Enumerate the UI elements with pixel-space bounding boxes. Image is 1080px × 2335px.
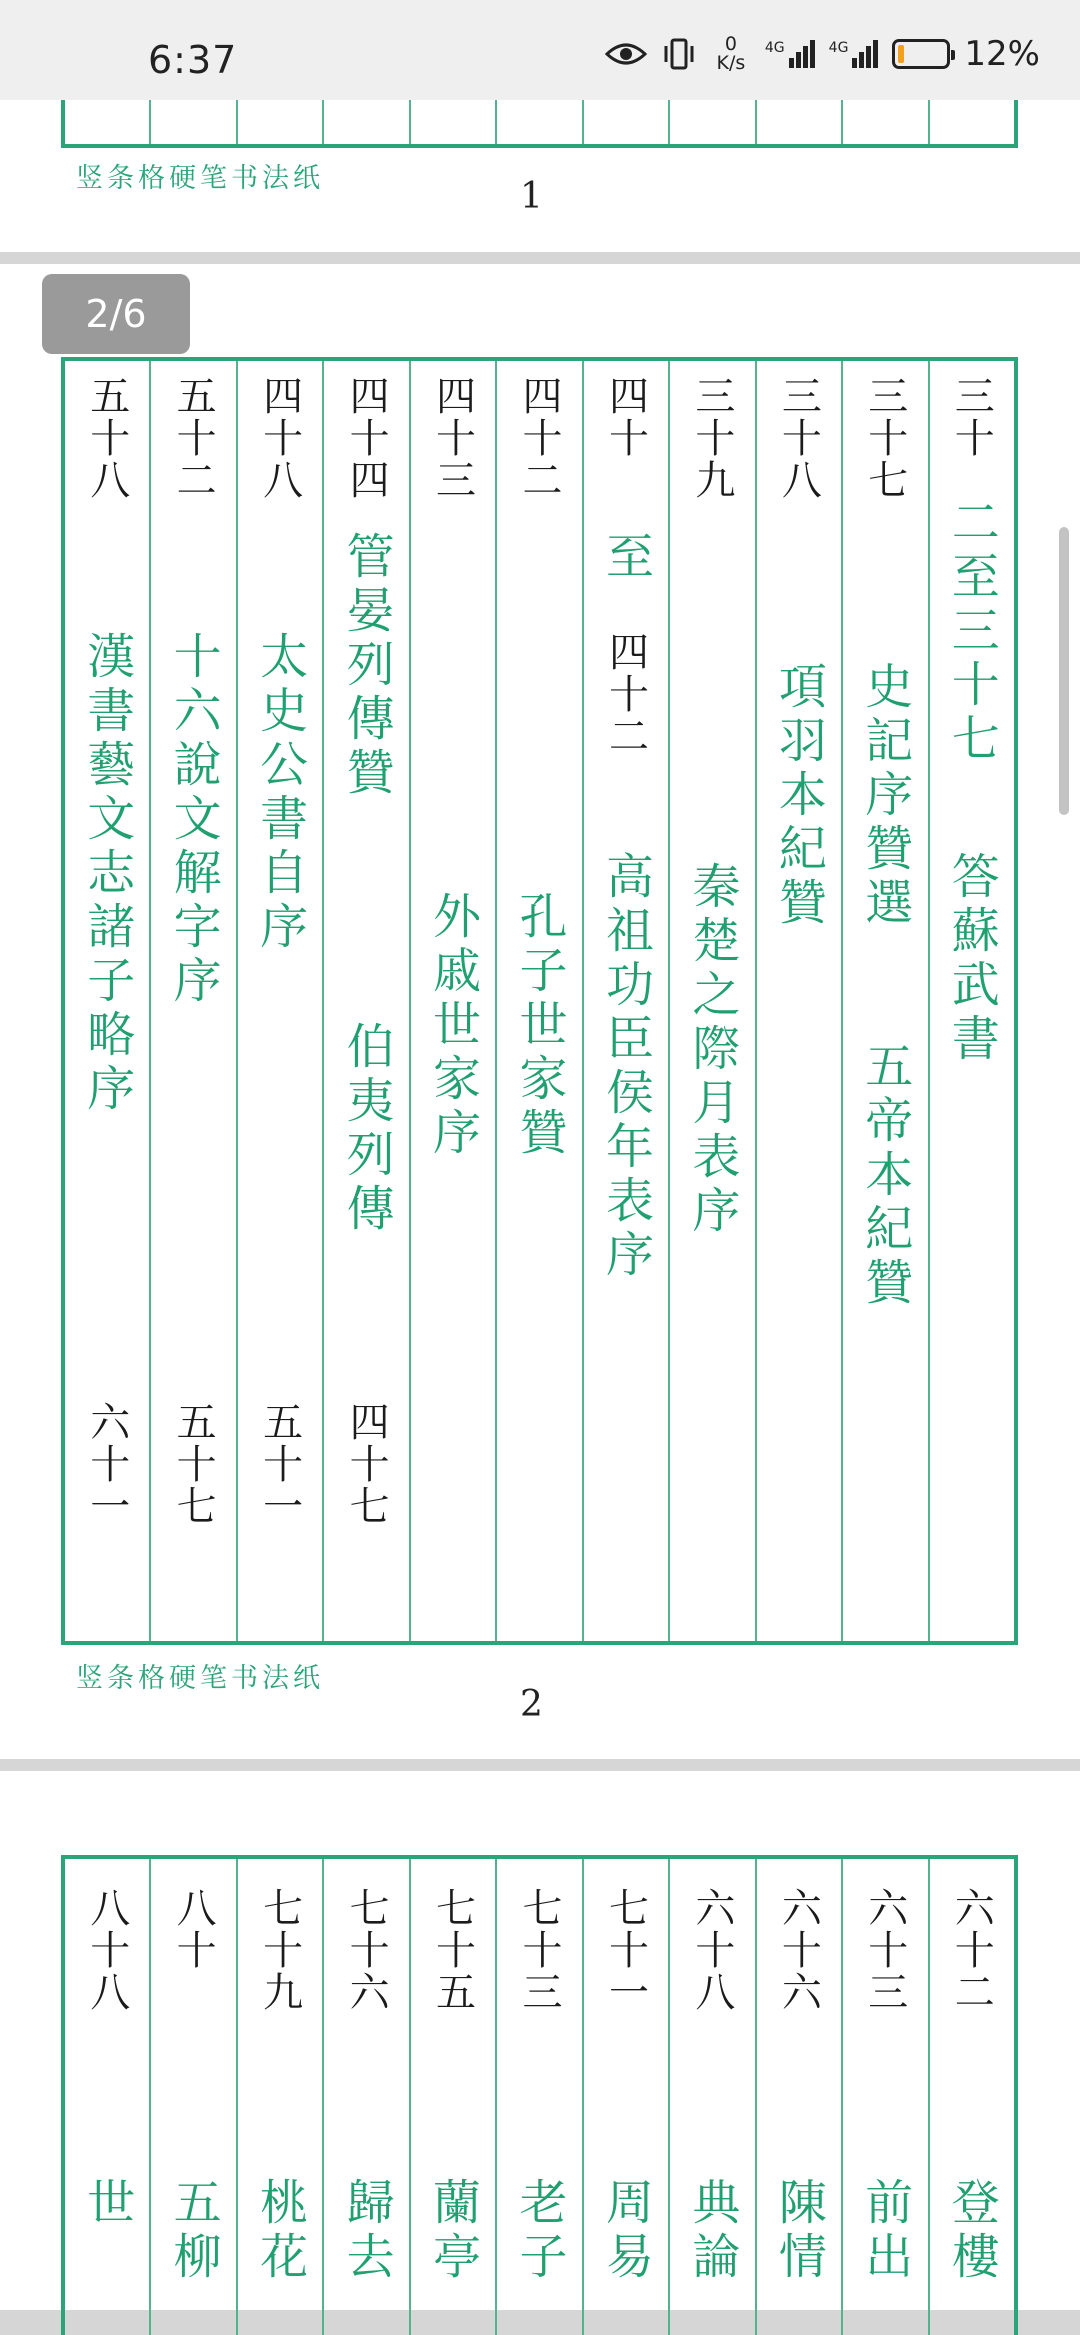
page-range-start: 七十五	[429, 1887, 476, 2013]
essay-title: 史記序贊選	[856, 661, 913, 931]
grid-column	[582, 1859, 668, 2335]
grid-column	[65, 1859, 149, 2335]
battery-fill	[898, 45, 904, 63]
page-number: 1	[520, 176, 543, 217]
grid-column	[841, 1859, 927, 2335]
essay-title: 登樓	[943, 2177, 1000, 2285]
grid-column	[668, 1859, 754, 2335]
speed-value: 0	[724, 33, 737, 55]
grid-column	[149, 361, 235, 1641]
essay-title: 高祖功臣侯年表序	[597, 851, 654, 1283]
essay-title: 世	[78, 2177, 135, 2231]
page-range-start: 四十三	[429, 375, 476, 501]
page-range-start: 六十六	[775, 1887, 822, 2013]
page-range-start: 四十二	[515, 375, 562, 501]
page-range-start: 七十九	[256, 1887, 303, 2013]
page-range-start: 四十	[602, 375, 649, 459]
page-range-start: 三十	[948, 375, 995, 459]
page-range-start: 七十一	[602, 1887, 649, 2013]
grid-column	[668, 361, 754, 1641]
page-range-start: 七十六	[343, 1887, 390, 2013]
page-range-start: 三十七	[861, 375, 908, 501]
essay-title: 漢書藝文志諸子略序	[78, 631, 135, 1117]
essay-title: 桃花	[251, 2177, 308, 2285]
signal-icon	[765, 40, 815, 68]
eye-icon	[605, 40, 647, 68]
essay-title: 孔子世家贊	[510, 891, 567, 1161]
essay-title: 蘭亭	[424, 2177, 481, 2285]
grid-column	[236, 361, 322, 1641]
battery-percent: 12%	[964, 34, 1040, 74]
page-2-grid	[61, 357, 1018, 1645]
essay-title: 太史公書自序	[251, 631, 308, 955]
page-indicator: 2/6	[42, 274, 190, 354]
essay-title: 秦楚之際月表序	[683, 861, 740, 1239]
page-range-start: 八十	[170, 1887, 217, 1971]
vibrate-icon	[661, 37, 697, 71]
range-connector: 二至三十七	[943, 497, 1000, 767]
page-range-end: 六十一	[83, 1401, 130, 1527]
page-range-start: 七十三	[515, 1887, 562, 2013]
net-type-label: 4G	[828, 40, 849, 56]
grid-column	[236, 1859, 322, 2335]
net-type-label: 4G	[764, 40, 785, 56]
page-3-grid	[61, 1855, 1018, 2335]
paper-label: 竖条格硬笔书法纸	[76, 163, 324, 194]
grid-column	[409, 1859, 495, 2335]
battery-icon	[892, 39, 950, 69]
essay-title: 管晏列傳贊	[338, 531, 395, 801]
network-speed	[711, 35, 751, 73]
grid-column	[409, 361, 495, 1641]
page-range-start: 四十八	[256, 375, 303, 501]
essay-title: 歸去	[338, 2177, 395, 2285]
page-range-start: 五十八	[83, 375, 130, 501]
page-range-start: 六十三	[861, 1887, 908, 2013]
page-range-start: 八十八	[83, 1887, 130, 2013]
essay-title: 十六說文解字序	[165, 631, 222, 1009]
scrollbar[interactable]	[1059, 527, 1069, 815]
signal-icon	[829, 40, 879, 68]
grid-column	[65, 361, 149, 1641]
grid-column	[582, 361, 668, 1641]
range-end: 四十二	[602, 631, 649, 757]
speed-unit: K/s	[716, 52, 746, 74]
grid-column	[322, 1859, 408, 2335]
essay-title: 陳情	[770, 2177, 827, 2285]
page-range-start: 六十八	[688, 1887, 735, 2013]
grid-column	[495, 1859, 581, 2335]
page-range-end: 五十一	[256, 1401, 303, 1527]
essay-title: 五柳	[165, 2177, 222, 2285]
grid-column	[928, 1859, 1014, 2335]
essay-title: 周易	[597, 2177, 654, 2285]
page-range-end: 五十七	[170, 1401, 217, 1527]
page-range-start: 四十四	[343, 375, 390, 501]
page-2	[0, 264, 1080, 1759]
page-1	[0, 100, 1080, 252]
grid-column	[495, 361, 581, 1641]
essay-title: 典論	[683, 2177, 740, 2285]
page-range-end: 四十七	[343, 1401, 390, 1527]
grid-column	[755, 1859, 841, 2335]
page-range-start: 六十二	[948, 1887, 995, 2013]
page-number: 2	[520, 1684, 543, 1725]
paper-label: 竖条格硬笔书法纸	[76, 1663, 324, 1694]
status-icons	[605, 34, 1040, 74]
range-connector: 至	[597, 531, 654, 585]
grid-column	[928, 361, 1014, 1641]
essay-title: 五帝本紀贊	[856, 1041, 913, 1311]
essay-title: 項羽本紀贊	[770, 661, 827, 931]
page-range-start: 三十八	[775, 375, 822, 501]
essay-title: 前出	[856, 2177, 913, 2285]
page-range-start: 五十二	[170, 375, 217, 501]
status-bar	[0, 0, 1080, 100]
essay-title: 老子	[510, 2177, 567, 2285]
page-range-start: 三十九	[688, 375, 735, 501]
grid-column	[755, 361, 841, 1641]
grid-column	[322, 361, 408, 1641]
grid-column	[149, 1859, 235, 2335]
essay-title: 伯夷列傳	[338, 1021, 395, 1237]
grid-column	[841, 361, 927, 1641]
essay-title: 答蘇武書	[943, 851, 1000, 1067]
status-time: 6:37	[148, 38, 238, 82]
essay-title: 外戚世家序	[424, 891, 481, 1161]
page-3	[0, 1771, 1080, 2310]
